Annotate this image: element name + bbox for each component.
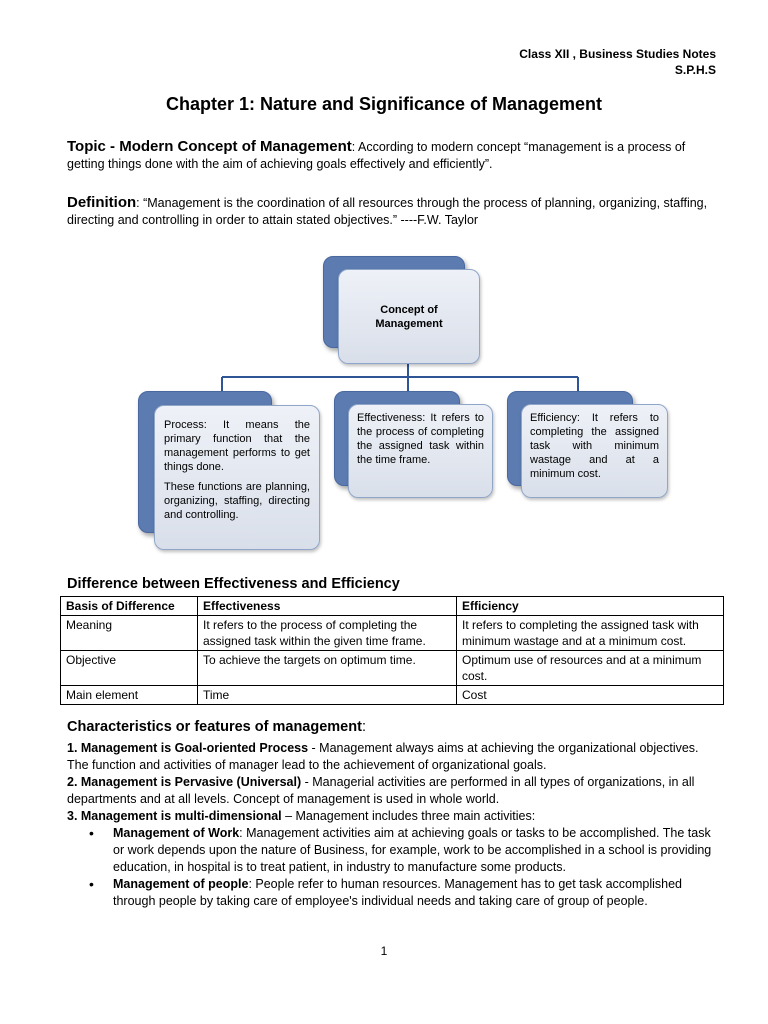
root-box [338,269,480,364]
characteristic-label: 2. Management is Pervasive (Universal) [67,775,302,789]
bullet-item [67,825,720,876]
page-header [519,46,716,78]
characteristic-text: - Management always aims at achieving the organizational objectives. The function and activities of manager lead to the achievement of organizational goals. [67,741,699,772]
bullet-text: : People refer to human resources. Management has to get task accomplished through people by taking care of employee's individual needs and taking care of group of people. [113,877,683,908]
difference-table [60,596,724,705]
characteristic-text: - Managerial activities are performed in all types of organizations, in all departments and at all levels. Concept of management is used in whole world. [67,775,695,806]
bullet-label: Management of Work [113,826,240,840]
bullet-icon: • [89,876,94,892]
table-cell: Meaning [61,616,198,651]
table-header-cell: Basis of Difference [61,597,198,616]
header-school-line: S.P.H.S [674,63,716,77]
chapter-title: Chapter 1: Nature and Significance of Management [165,94,603,114]
characteristics-heading-colon: : [361,719,366,735]
root-box-label: Concept of Management [375,303,443,330]
table-header-cell: Effectiveness [198,597,457,616]
characteristics-heading-text: Characteristics or features of management [67,719,362,735]
table-cell: Main element [61,686,198,705]
effectiveness-box [348,404,493,498]
table-cell: Optimum use of resources and at a minimum cost. [457,651,724,686]
definition-text: : “Management is the coordination of all resources through the process of planning, organizing, staffing, directing and controlling in order to attain stated objectives.” ----F.W. Taylor [67,196,708,227]
table-cell: Cost [457,686,724,705]
bullet-item [67,876,720,910]
list-item [67,808,720,825]
table-cell: To achieve the targets on optimum time. [198,651,457,686]
efficiency-box [521,404,668,498]
characteristics-list [67,740,720,910]
table-cell: Time [198,686,457,705]
definition-paragraph [67,194,720,229]
efficiency-text: Efficiency: It refers to completing the assigned task with minimum wastage and at a minimum cost. [530,412,659,480]
bullet-label: Management of people [113,877,249,891]
list-item [67,774,720,808]
process-text-2: These functions are planning, organizing, staffing, directing and controlling. [164,481,310,521]
bullet-text: : Management activities aim at achieving goals or tasks to be accomplished. The task or work depends upon the nature of Business, for example, work to be accomplished in a school is providing education, in hospital is to treat patient, in industry to manufacture some products. [113,826,712,874]
bullet-list [67,825,720,910]
header-class-line: Class XII , Business Studies Notes [519,47,716,61]
table-header-row [61,597,724,616]
topic-paragraph [67,138,720,173]
table-row [61,686,724,705]
table-header-cell: Efficiency [457,597,724,616]
characteristics-heading [67,719,366,735]
difference-heading: Difference between Effectiveness and Efficiency [67,576,400,592]
table-cell: It refers to the process of completing the assigned task within the given time frame. [198,616,457,651]
definition-label: Definition [67,194,137,211]
table-row [61,651,724,686]
table-row [61,616,724,651]
characteristic-label: 3. Management is multi-dimensional [67,809,282,823]
bullet-icon: • [89,825,94,841]
page-number: 1 [380,944,388,958]
topic-text: : According to modern concept “management is a process of getting things done with the aim of achieving goals effectively and efficiently”. [67,140,686,171]
table-cell: It refers to completing the assigned task with minimum wastage and at a minimum cost. [457,616,724,651]
process-box [154,405,320,550]
effectiveness-text: Effectiveness: It refers to the process of completing the assigned task within the time frame. [357,412,484,466]
process-text-1: Process: It means the primary function that the management performs to get things done. [164,419,310,473]
list-item [67,740,720,774]
table-cell: Objective [61,651,198,686]
characteristic-text: – Management includes three main activities: [281,809,536,823]
characteristic-label: 1. Management is Goal-oriented Process [67,741,309,755]
topic-label: Topic - Modern Concept of Management [67,138,352,155]
